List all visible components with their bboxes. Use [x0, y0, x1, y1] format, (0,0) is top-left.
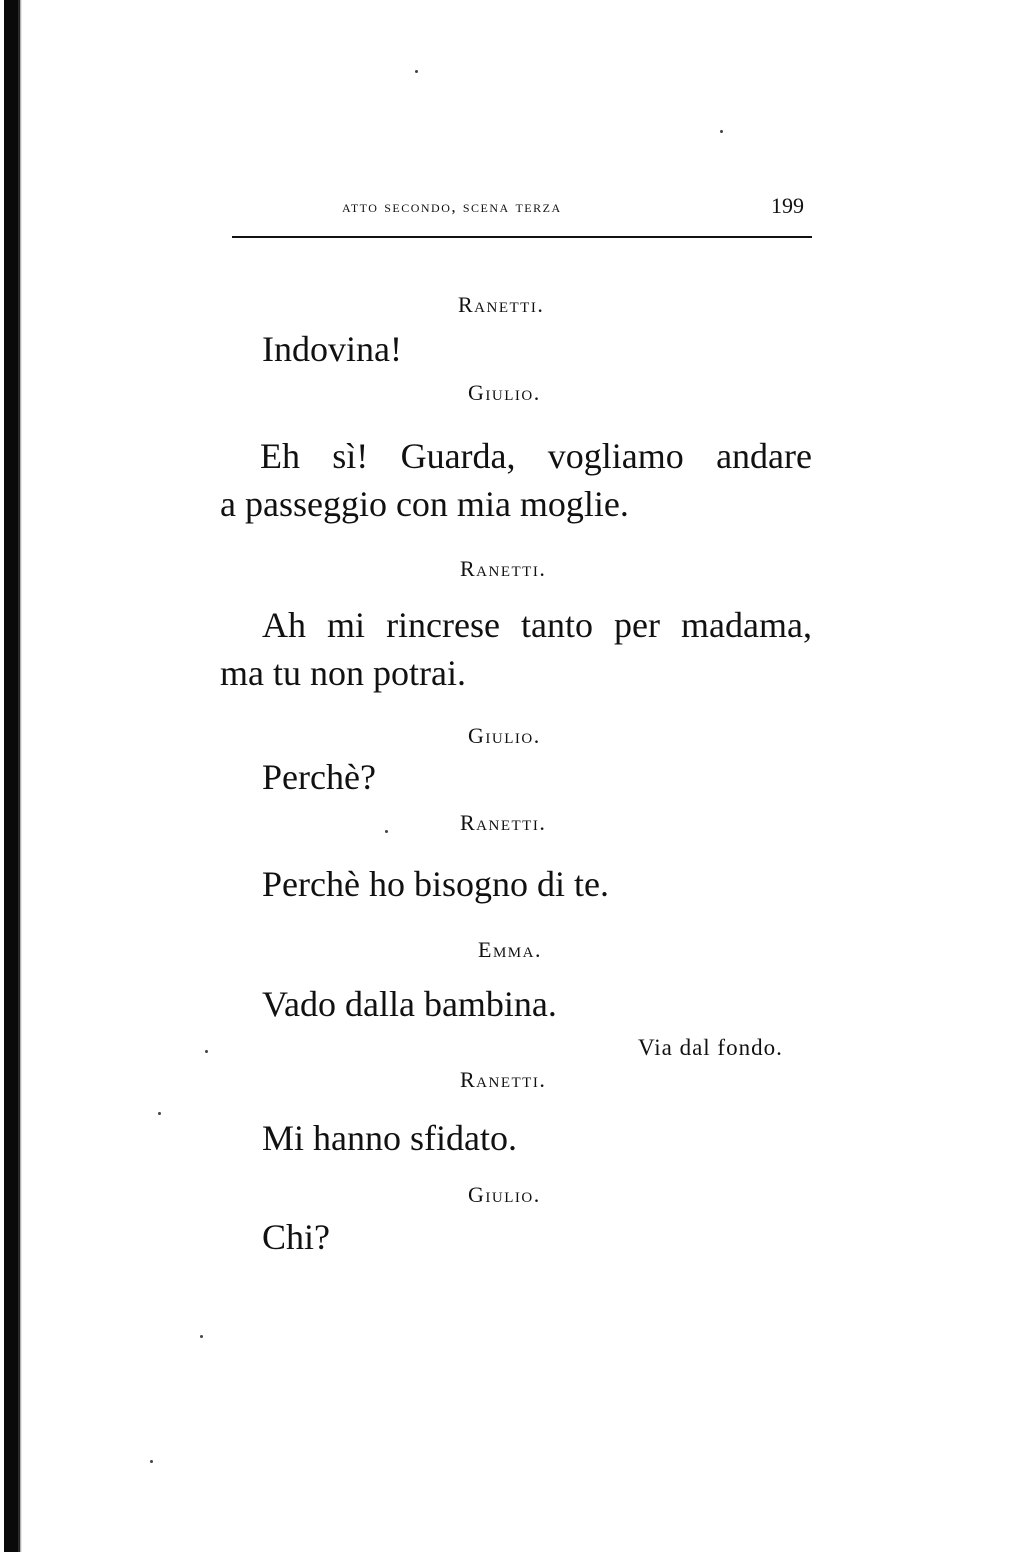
speaker-name: Ranetti.	[460, 1067, 547, 1092]
dialogue-line: Ah mi rincrese tanto per madama,	[262, 605, 812, 645]
dialogue-line: Indovina!	[262, 329, 402, 369]
scan-speck	[200, 1335, 203, 1338]
header-rule	[232, 236, 812, 238]
scan-speck	[415, 70, 418, 73]
speaker-name: Emma.	[478, 937, 542, 962]
scan-speck	[205, 1050, 208, 1053]
speaker-name: Giulio.	[468, 1182, 541, 1207]
scan-speck	[385, 830, 388, 833]
dialogue-line: Eh sì! Guarda, vogliamo andare	[260, 436, 812, 476]
speaker-name: Giulio.	[468, 723, 541, 748]
dialogue-line: ma tu non potrai.	[220, 653, 466, 693]
stage-direction: Via dal fondo.	[638, 1035, 783, 1060]
dialogue-line: Perchè?	[262, 757, 376, 797]
speaker-name: Ranetti.	[458, 292, 545, 317]
dialogue-line: Mi hanno sfidato.	[262, 1118, 517, 1158]
speaker-name: Ranetti.	[460, 556, 547, 581]
scan-speck	[158, 1112, 161, 1115]
speaker-name: Giulio.	[468, 380, 541, 405]
dialogue-line: Perchè ho bisogno di te.	[262, 864, 609, 904]
spine-edge	[18, 0, 22, 1552]
speaker-name: Ranetti.	[460, 810, 547, 835]
dialogue-line: Vado dalla bambina.	[262, 984, 557, 1024]
scan-speck	[150, 1460, 153, 1463]
scan-speck	[720, 130, 723, 133]
running-header: atto secondo, scena terza	[342, 197, 562, 216]
dialogue-line: Chi?	[262, 1217, 330, 1257]
dialogue-line: a passeggio con mia moglie.	[220, 484, 629, 524]
page-number: 199	[771, 193, 804, 218]
